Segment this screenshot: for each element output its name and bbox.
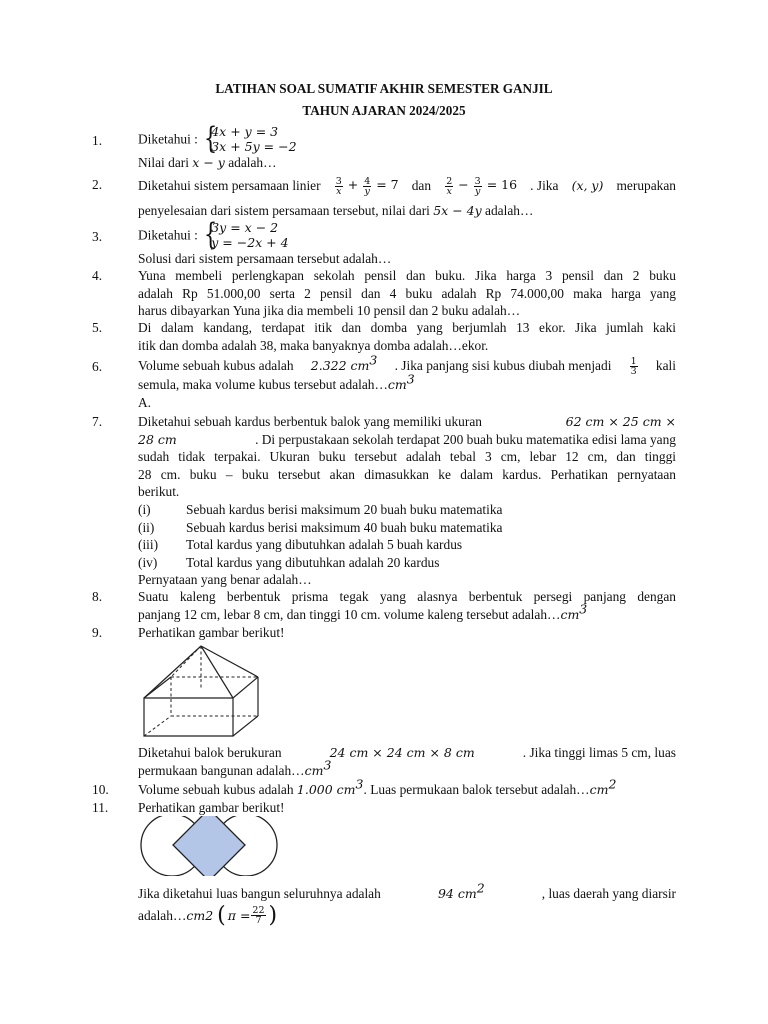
q9-dimensions: 24 cm × 24 cm × 8 cm	[329, 745, 475, 760]
paren-open: (	[217, 902, 226, 928]
q2-dan: dan	[411, 178, 432, 194]
equation-1: 3y = x − 2	[211, 220, 279, 235]
pyramid-edge	[144, 646, 201, 698]
operator: −	[454, 177, 473, 193]
brace-glyph: {	[204, 121, 218, 156]
q10-segment: Volume sebuah kubus adalah	[138, 782, 297, 797]
q2-line2: penyelesaian dari sistem persamaan tersebut, nilai dari	[138, 203, 434, 218]
q11-line2: adalah…	[138, 907, 187, 923]
ask-text: Nilai dari	[138, 155, 193, 170]
q7-dimensions-end: 28 cm	[138, 431, 177, 447]
question-body	[138, 799, 676, 817]
text-line: berikut.	[138, 484, 180, 499]
question-number: 10.	[92, 782, 109, 797]
text-line: Perhatikan gambar berikut!	[138, 625, 285, 640]
exponent: 3	[323, 757, 332, 773]
question-body	[138, 319, 676, 354]
statement-label: (ii)	[138, 519, 155, 535]
option-a: A.	[138, 394, 152, 410]
question-body	[138, 217, 676, 268]
equation-system	[201, 121, 297, 156]
question-body	[138, 413, 676, 501]
exponent: 2	[476, 880, 485, 896]
question-number: 1.	[92, 133, 103, 148]
question-body	[138, 352, 676, 411]
q2-segment: Diketahui sistem persamaan linier	[138, 178, 321, 194]
denominator: y	[364, 185, 370, 197]
q9-segment: . Jika tinggi limas 5 cm, luas	[522, 745, 676, 760]
statement-label: (iii)	[138, 537, 159, 552]
equation-rhs: = 16	[482, 177, 518, 193]
doc-title: LATIHAN SOAL SUMATIF AKHIR SEMESTER GANJIL	[215, 81, 553, 96]
equation-rhs: = 7	[372, 177, 399, 193]
q9-line2: permukaan bangunan adalah…	[138, 762, 305, 778]
operator: +	[343, 177, 363, 193]
question-body	[138, 121, 676, 172]
question-number: 6.	[92, 359, 103, 374]
equation-system	[201, 217, 289, 252]
numerator: 4	[364, 175, 371, 187]
fraction	[445, 177, 453, 196]
q10-segment: . Luas permukaan balok tersebut adalah…	[363, 782, 590, 797]
q11-segment: Jika diketahui luas bangun seluruhnya adalah	[138, 886, 381, 901]
q6-segment: kali	[655, 358, 676, 374]
unit: cm	[589, 782, 609, 797]
question-body	[138, 588, 676, 623]
ask-math: x − y	[192, 155, 225, 170]
hidden-edge	[144, 716, 171, 736]
q2-segment: merupakan	[616, 178, 676, 194]
q7-dimensions: 62 cm × 25 cm ×	[565, 414, 676, 429]
unit: cm	[304, 762, 324, 778]
statement-text: Sebuah kardus berisi maksimum 40 buah buku matematika	[186, 519, 503, 535]
question-body	[138, 176, 676, 220]
question-body: Jika diketahui luas bangun seluruhnya adalah 94 $cm^2$ , luas daerah yang diarsir adalah… cm 2 ( π = $\frac{22}{7}$ )	[138, 880, 676, 928]
text-line: harus dibayarkan Yuna jika dia membeli 10 pensil dan 2 buku adalah…	[138, 303, 521, 318]
unit: cm	[387, 377, 407, 392]
exponent: 3	[355, 776, 364, 792]
circles-square-figure	[138, 816, 280, 876]
q6-segment: Volume sebuah kubus adalah	[138, 358, 294, 374]
q11-area: 94 cm	[437, 886, 477, 901]
question-number: 11.	[92, 800, 109, 815]
pyramid-edge	[201, 646, 233, 698]
q2-pair: (x, y)	[571, 178, 604, 194]
denominator: 3	[630, 365, 637, 377]
ask-text-end: adalah…	[224, 155, 277, 170]
q7-segment: Diketahui sebuah kardus berbentuk balok yang memiliki ukuran	[138, 414, 482, 429]
ask-text: Solusi dari sistem persamaan tersebut adalah…	[138, 251, 392, 266]
box-front-face	[144, 698, 233, 736]
q7-segment: . Di perpustakaan sekolah terdapat 200 buah buku matematika edisi lama yang	[255, 431, 676, 447]
q6-line2: semula, maka volume kubus tersebut adalah…	[138, 377, 388, 392]
question-number: 5.	[92, 320, 103, 335]
question-body	[138, 624, 676, 642]
q2-equation-1	[334, 176, 399, 195]
text-line: adalah Rp 51.000,00 serta 2 pensil dan 4 buku adalah Rp 74.000,00 maka harga yang	[138, 285, 676, 301]
numerator: 3	[474, 175, 481, 187]
question-body	[138, 267, 676, 320]
question-body	[138, 744, 676, 779]
lead-text: Diketahui :	[138, 227, 198, 243]
equation-2: y = −2x + 4	[211, 235, 289, 250]
question-number: 4.	[92, 268, 103, 283]
q9-segment: Diketahui balok berukuran	[138, 745, 282, 760]
question-number: 3.	[92, 229, 103, 244]
exponent: 3	[579, 601, 588, 617]
text-line: Perhatikan gambar berikut!	[138, 800, 285, 815]
fraction	[630, 357, 638, 376]
question-number: 7.	[92, 414, 103, 429]
statement-text: Sebuah kardus berisi maksimum 20 buah buku matematika	[186, 502, 503, 517]
text-line: Yuna membeli perlengkapan sekolah pensil dan buku. Jika harga 3 pensil dan 2 buku	[138, 268, 676, 283]
text-line: sudah tidak terpakai. Ukuran buku tersebut adalah tebal 3 cm, lebar 12 cm, dan tinggi	[138, 449, 676, 464]
pi-symbol: π =	[227, 907, 251, 923]
equation-2: 3x + 5y = −2	[211, 139, 297, 154]
text-line: 28 cm. buku – buku tersebut akan dimasukkan ke dalam kardus. Perhatikan pernyataan	[138, 466, 676, 482]
q2-line2-end: adalah…	[481, 203, 534, 218]
denominator: 7	[255, 915, 262, 926]
hidden-edge	[171, 646, 201, 677]
numerator: 1	[630, 355, 637, 367]
denominator: y	[475, 185, 481, 197]
q6-volume: 2.322 cm	[310, 358, 370, 374]
denominator: x	[336, 185, 342, 197]
question-number: 2.	[92, 177, 103, 192]
q10-volume: 1.000 cm	[296, 782, 356, 797]
lead-text: Diketahui :	[138, 131, 198, 147]
pyramid-edge	[201, 646, 258, 677]
statement-label: (i)	[138, 502, 151, 517]
question-number: 9.	[92, 625, 103, 640]
q2-line2-math: 5x − 4y	[433, 203, 482, 218]
text-line: Suatu kaleng berbentuk prisma tegak yang alasnya berbentuk persegi panjang dengan	[138, 589, 676, 604]
unit: cm	[560, 606, 580, 622]
box-edge	[233, 677, 258, 698]
text-line: Di dalam kandang, terdapat itik dan domba yang berjumlah 13 ekor. Jika jumlah kaki	[138, 320, 676, 335]
fraction	[474, 177, 482, 196]
q8-line2: panjang 12 cm, lebar 8 cm, dan tinggi 10 cm. volume kaleng tersebut adalah…	[138, 606, 561, 622]
ask-text: Pernyataan yang benar adalah…	[138, 572, 312, 587]
exponent: 3	[406, 371, 415, 387]
equation-1: 4x + y = 3	[211, 124, 279, 139]
doc-subtitle: TAHUN AJARAN 2024/2025	[302, 103, 466, 118]
fraction	[251, 906, 265, 925]
statement-text: Total kardus yang dibutuhkan adalah 5 buah kardus	[186, 537, 463, 552]
q11-segment: , luas daerah yang diarsir	[541, 886, 676, 901]
numerator: 3	[335, 175, 342, 187]
exponent: 2	[608, 776, 617, 792]
q6-segment: . Jika panjang sisi kubus diubah menjadi	[394, 358, 612, 374]
prism-figure	[138, 640, 263, 740]
numerator: 22	[252, 905, 265, 916]
numerator: 2	[446, 175, 453, 187]
question-number: 8.	[92, 589, 103, 604]
q2-equation-2	[444, 176, 517, 195]
fraction	[335, 177, 343, 196]
unit: cm	[186, 907, 206, 923]
text-line: itik dan domba adalah 38, maka banyaknya domba adalah…ekor.	[138, 337, 489, 353]
paren-close: )	[268, 902, 278, 928]
brace-glyph: {	[204, 217, 218, 252]
fraction	[363, 177, 371, 196]
question-body	[138, 776, 676, 799]
statement-text: Total kardus yang dibutuhkan adalah 20 kardus	[186, 554, 440, 570]
statement-label: (iv)	[138, 554, 158, 570]
denominator: x	[446, 185, 452, 197]
q2-segment: . Jika	[530, 178, 559, 194]
box-edge	[233, 716, 258, 736]
exponent: 3	[369, 352, 378, 368]
